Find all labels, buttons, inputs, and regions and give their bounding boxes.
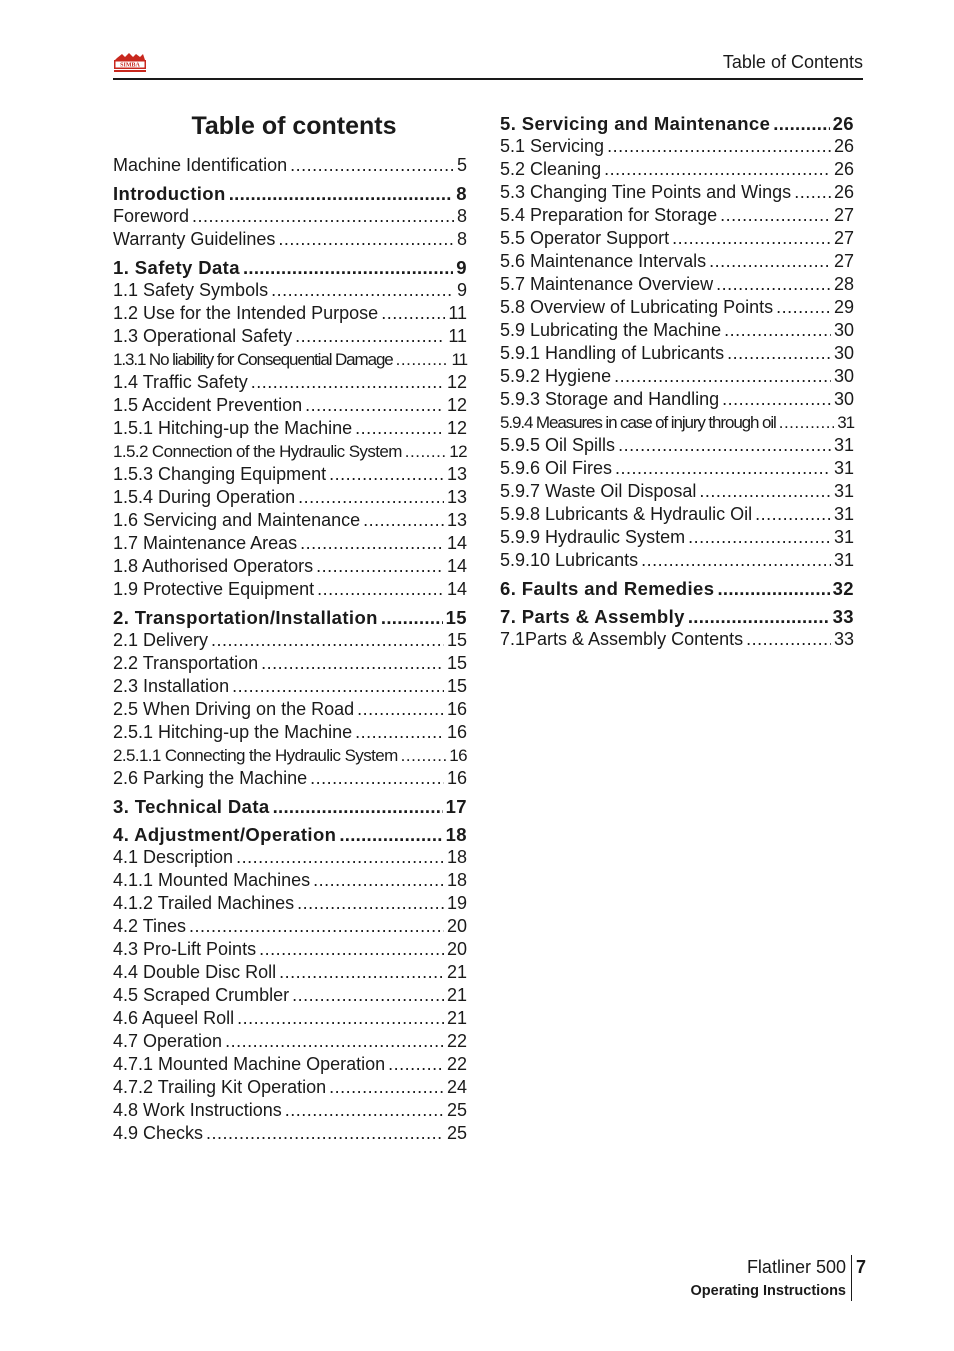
- toc-leader-dots: [317, 578, 444, 601]
- toc-entry-label: 1.1 Safety Symbols: [113, 280, 269, 300]
- toc-entry-label: 5.9.9 Hydraulic System: [500, 527, 686, 547]
- toc-entry: [113, 1030, 467, 1053]
- toc-entry-page: 5: [456, 155, 467, 175]
- toc-entry-page: 11: [448, 326, 467, 346]
- toc-entry-label: 1.3 Operational Safety: [113, 326, 293, 346]
- toc-entry: [113, 325, 467, 348]
- toc-entry-label: 6. Faults and Remedies: [500, 578, 715, 599]
- toc-entry: [500, 135, 854, 158]
- toc-leader-dots: [618, 434, 831, 457]
- toc-entry: [500, 457, 854, 480]
- toc-entry-label: 5.9.5 Oil Spills: [500, 435, 616, 455]
- toc-entry-label: 1.5.3 Changing Equipment: [113, 464, 327, 484]
- toc-entry-label: 1.6 Servicing and Maintenance: [113, 510, 361, 530]
- toc-left-list: [113, 154, 467, 1145]
- toc-entry: [500, 549, 854, 572]
- toc-entry: [113, 532, 467, 555]
- toc-entry: [113, 984, 467, 1007]
- toc-entry: [113, 1122, 467, 1145]
- toc-entry: [500, 480, 854, 503]
- toc-leader-dots: [192, 205, 454, 228]
- toc-leader-dots: [313, 869, 444, 892]
- toc-leader-dots: [243, 256, 453, 279]
- toc-leader-dots: [279, 961, 444, 984]
- toc-leader-dots: [672, 227, 831, 250]
- toc-entry: [500, 204, 854, 227]
- toc-leader-dots: [614, 365, 831, 388]
- toc-entry: [113, 371, 467, 394]
- toc-entry-label: 5.6 Maintenance Intervals: [500, 251, 707, 271]
- toc-entry-label: 1.2 Use for the Intended Purpose: [113, 303, 379, 323]
- toc-entry: [113, 961, 467, 984]
- toc-entry: [500, 628, 854, 651]
- toc-entry-label: 4.5 Scraped Crumbler: [113, 985, 290, 1005]
- toc-entry: [500, 365, 854, 388]
- toc-leader-dots: [297, 892, 444, 915]
- toc-entry-label: 1.8 Authorised Operators: [113, 556, 314, 576]
- toc-entry-label: 5.9 Lubricating the Machine: [500, 320, 722, 340]
- footer-divider: [851, 1255, 852, 1301]
- toc-entry-page: 30: [833, 343, 854, 363]
- toc-entry-page: 31: [833, 435, 854, 455]
- toc-entry-page: 21: [446, 985, 467, 1005]
- toc-entry: [500, 526, 854, 549]
- toc-entry-page: 13: [446, 510, 467, 530]
- toc-entry-label: 5.7 Maintenance Overview: [500, 274, 714, 294]
- toc-entry-label: 5.9.8 Lubricants & Hydraulic Oil: [500, 504, 753, 524]
- toc-entry: [500, 250, 854, 273]
- toc-leader-dots: [355, 721, 444, 744]
- toc-entry: [113, 823, 467, 846]
- toc-leader-dots: [363, 509, 444, 532]
- toc-entry-label: 4.7.2 Trailing Kit Operation: [113, 1077, 327, 1097]
- toc-entry-label: 4.1 Description: [113, 847, 234, 867]
- toc-entry-label: 5.9.10 Lubricants: [500, 550, 639, 570]
- toc-entry-page: 15: [445, 607, 467, 628]
- toc-entry-page: 31: [837, 413, 854, 432]
- toc-entry-page: 12: [446, 372, 467, 392]
- toc-entry-page: 26: [833, 159, 854, 179]
- toc-entry-page: 30: [833, 366, 854, 386]
- toc-entry-label: 5.5 Operator Support: [500, 228, 670, 248]
- toc-entry: [113, 721, 467, 744]
- toc-entry: [113, 578, 467, 601]
- toc-entry-label: 1.7 Maintenance Areas: [113, 533, 298, 553]
- toc-entry-page: 31: [833, 527, 854, 547]
- toc-title: Table of contents: [191, 112, 397, 140]
- toc-entry-page: 27: [833, 228, 854, 248]
- toc-entry-label: 4. Adjustment/Operation: [113, 824, 337, 845]
- toc-entry-label: 2.2 Transportation: [113, 653, 259, 673]
- toc-entry-label: 1. Safety Data: [113, 257, 240, 278]
- page-footer: [604, 1255, 866, 1301]
- toc-entry: [113, 1053, 467, 1076]
- toc-leader-dots: [720, 204, 831, 227]
- toc-entry-page: 11: [448, 303, 467, 323]
- toc-entry-page: 15: [446, 676, 467, 696]
- page-header: [113, 48, 863, 80]
- toc-entry: [500, 388, 854, 411]
- toc-entry-label: 2.6 Parking the Machine: [113, 768, 308, 788]
- toc-entry-page: 18: [446, 870, 467, 890]
- toc-entry-label: 4.7 Operation: [113, 1031, 223, 1051]
- toc-entry: [500, 503, 854, 526]
- toc-entry-page: 9: [456, 280, 467, 300]
- toc-leader-dots: [232, 675, 444, 698]
- toc-entry: [113, 675, 467, 698]
- toc-entry: [500, 411, 854, 434]
- toc-leader-dots: [717, 577, 829, 600]
- toc-entry-page: 16: [446, 768, 467, 788]
- toc-entry-page: 24: [446, 1077, 467, 1097]
- toc-entry-page: 26: [832, 113, 854, 134]
- toc-entry-label: 5.9.4 Measures in case of injury through oil: [500, 413, 776, 432]
- toc-entry-page: 13: [446, 487, 467, 507]
- footer-subtitle: Operating Instructions: [690, 1283, 846, 1299]
- toc-leader-dots: [298, 486, 444, 509]
- toc-entry-page: 15: [446, 653, 467, 673]
- toc-entry: [113, 279, 467, 302]
- toc-entry-label: 3. Technical Data: [113, 796, 270, 817]
- toc-entry-label: 2.1 Delivery: [113, 630, 209, 650]
- toc-entry: [113, 1076, 467, 1099]
- toc-leader-dots: [295, 325, 445, 348]
- toc-entry-page: 25: [446, 1100, 467, 1120]
- toc-entry-label: 5.3 Changing Tine Points and Wings: [500, 182, 792, 202]
- svg-text:SIMBA: SIMBA: [120, 62, 140, 69]
- toc-entry: [500, 319, 854, 342]
- toc-entry-label: 4.4 Double Disc Roll: [113, 962, 277, 982]
- toc-leader-dots: [310, 767, 444, 790]
- toc-entry-page: 27: [833, 205, 854, 225]
- toc-entry-label: 2.5 When Driving on the Road: [113, 699, 355, 719]
- toc-leader-dots: [225, 1030, 444, 1053]
- toc-leader-dots: [357, 698, 444, 721]
- toc-entry-page: 31: [833, 550, 854, 570]
- toc-entry: [113, 652, 467, 675]
- toc-leader-dots: [259, 938, 444, 961]
- toc-entry: [113, 892, 467, 915]
- toc-entry: [113, 463, 467, 486]
- toc-leader-dots: [604, 158, 831, 181]
- toc-entry: [113, 205, 467, 228]
- toc-entry-label: 5.9.6 Oil Fires: [500, 458, 613, 478]
- toc-leader-dots: [251, 371, 444, 394]
- toc-leader-dots: [773, 112, 829, 135]
- toc-entry-page: 14: [446, 556, 467, 576]
- toc-entry-label: 1.5 Accident Prevention: [113, 395, 303, 415]
- toc-leader-dots: [607, 135, 831, 158]
- toc-leader-dots: [699, 480, 831, 503]
- toc-leader-dots: [724, 319, 831, 342]
- toc-entry-label: Machine Identification: [113, 155, 288, 175]
- toc-leader-dots: [285, 1099, 444, 1122]
- toc-entry-page: 15: [446, 630, 467, 650]
- toc-entry-page: 12: [449, 442, 467, 461]
- toc-leader-dots: [292, 984, 444, 1007]
- toc-leader-dots: [237, 1007, 444, 1030]
- toc-entry-page: 14: [446, 579, 467, 599]
- toc-entry-page: 27: [833, 251, 854, 271]
- toc-entry: [500, 434, 854, 457]
- toc-entry-label: 2.5.1 Hitching-up the Machine: [113, 722, 353, 742]
- toc-entry: [113, 629, 467, 652]
- toc-entry: [113, 256, 467, 279]
- toc-entry-page: 33: [832, 606, 854, 627]
- toc-entry: [113, 486, 467, 509]
- toc-entry-page: 25: [446, 1123, 467, 1143]
- toc-entry-page: 16: [449, 746, 467, 765]
- toc-entry: [113, 555, 467, 578]
- toc-entry-page: 26: [833, 136, 854, 156]
- toc-entry-page: 21: [446, 962, 467, 982]
- toc-entry-label: 1.5.1 Hitching-up the Machine: [113, 418, 353, 438]
- toc-leader-dots: [396, 348, 449, 371]
- toc-entry: [113, 698, 467, 721]
- toc-entry-page: 32: [832, 578, 854, 599]
- toc-leader-dots: [329, 463, 444, 486]
- toc-entry-label: 5.9.7 Waste Oil Disposal: [500, 481, 697, 501]
- toc-entry: [113, 440, 467, 463]
- toc-leader-dots: [339, 823, 442, 846]
- toc-right-column: [500, 112, 854, 651]
- toc-entry: [113, 1099, 467, 1122]
- toc-entry: [113, 417, 467, 440]
- toc-entry-label: 5.9.1 Handling of Lubricants: [500, 343, 725, 363]
- toc-entry: [113, 938, 467, 961]
- toc-entry: [500, 158, 854, 181]
- toc-entry: [113, 1007, 467, 1030]
- toc-entry: [500, 577, 854, 600]
- toc-entry: [113, 915, 467, 938]
- toc-leader-dots: [261, 652, 444, 675]
- toc-left-column: [113, 112, 467, 1145]
- toc-entry-page: 17: [445, 796, 467, 817]
- toc-leader-dots: [206, 1122, 444, 1145]
- toc-leader-dots: [273, 795, 443, 818]
- toc-entry-page: 28: [833, 274, 854, 294]
- toc-entry-page: 29: [833, 297, 854, 317]
- toc-entry: [500, 605, 854, 628]
- toc-entry-label: 1.5.4 During Operation: [113, 487, 296, 507]
- toc-entry-label: 4.2 Tines: [113, 916, 187, 936]
- toc-entry-page: 20: [446, 916, 467, 936]
- toc-entry-page: 13: [446, 464, 467, 484]
- toc-entry-label: Foreword: [113, 206, 190, 226]
- toc-entry-label: 1.4 Traffic Safety: [113, 372, 248, 392]
- toc-entry-page: 20: [446, 939, 467, 959]
- toc-entry-label: 5.2 Cleaning: [500, 159, 602, 179]
- toc-leader-dots: [755, 503, 831, 526]
- toc-leader-dots: [776, 296, 831, 319]
- toc-leader-dots: [405, 440, 447, 463]
- toc-entry-page: 12: [446, 418, 467, 438]
- toc-entry-label: 1.5.2 Connection of the Hydraulic System: [113, 442, 402, 461]
- toc-entry-page: 30: [833, 320, 854, 340]
- toc-entry-label: 5.8 Overview of Lubricating Points: [500, 297, 774, 317]
- toc-leader-dots: [722, 388, 831, 411]
- toc-entry: [113, 744, 467, 767]
- toc-right-list: [500, 112, 854, 651]
- toc-leader-dots: [641, 549, 831, 572]
- toc-entry: [113, 228, 467, 251]
- toc-leader-dots: [271, 279, 454, 302]
- toc-entry-page: 14: [446, 533, 467, 553]
- toc-leader-dots: [688, 605, 830, 628]
- toc-entry-label: 4.3 Pro-Lift Points: [113, 939, 257, 959]
- toc-entry-label: 7. Parts & Assembly: [500, 606, 685, 627]
- toc-leader-dots: [236, 846, 444, 869]
- page-number: 7: [855, 1257, 866, 1277]
- toc-entry-label: Warranty Guidelines: [113, 229, 276, 249]
- toc-entry: [113, 509, 467, 532]
- toc-entry-page: 9: [456, 257, 467, 278]
- toc-leader-dots: [615, 457, 831, 480]
- toc-entry-page: 19: [446, 893, 467, 913]
- toc-entry: [113, 348, 467, 371]
- toc-entry: [500, 273, 854, 296]
- toc-leader-dots: [779, 411, 835, 434]
- toc-entry-page: 26: [833, 182, 854, 202]
- simba-logo-icon: [113, 52, 147, 74]
- toc-entry: [113, 869, 467, 892]
- toc-entry-label: 5.9.3 Storage and Handling: [500, 389, 720, 409]
- toc-leader-dots: [211, 629, 444, 652]
- toc-entry-page: 31: [833, 481, 854, 501]
- toc-entry-page: 12: [446, 395, 467, 415]
- toc-entry-label: 4.9 Checks: [113, 1123, 204, 1143]
- toc-entry-page: 31: [833, 458, 854, 478]
- toc-entry-label: 2. Transportation/Installation: [113, 607, 378, 628]
- toc-entry-label: 5. Servicing and Maintenance: [500, 113, 771, 134]
- toc-leader-dots: [688, 526, 831, 549]
- toc-entry-page: 8: [456, 183, 467, 204]
- toc-entry-page: 31: [833, 504, 854, 524]
- toc-entry-page: 18: [446, 847, 467, 867]
- toc-entry-label: 4.8 Work Instructions: [113, 1100, 282, 1120]
- toc-leader-dots: [290, 154, 454, 177]
- toc-leader-dots: [300, 532, 444, 555]
- toc-entry-page: 8: [456, 229, 467, 249]
- toc-entry-page: 16: [446, 722, 467, 742]
- toc-entry-label: 7.1Parts & Assembly Contents: [500, 629, 744, 649]
- toc-entry: [500, 296, 854, 319]
- toc-leader-dots: [189, 915, 444, 938]
- toc-leader-dots: [355, 417, 444, 440]
- toc-entry-label: 4.1.2 Trailed Machines: [113, 893, 295, 913]
- toc-entry: [113, 394, 467, 417]
- toc-entry-page: 22: [446, 1031, 467, 1051]
- toc-entry-page: 30: [833, 389, 854, 409]
- header-title: Table of Contents: [722, 52, 863, 72]
- toc-leader-dots: [746, 628, 831, 651]
- toc-leader-dots: [794, 181, 831, 204]
- toc-entry-label: 2.3 Installation: [113, 676, 230, 696]
- toc-entry-label: 1.9 Protective Equipment: [113, 579, 315, 599]
- toc-entry: [500, 112, 854, 135]
- toc-entry: [500, 181, 854, 204]
- toc-entry: [500, 227, 854, 250]
- toc-entry-page: 8: [456, 206, 467, 226]
- toc-entry: [113, 302, 467, 325]
- toc-leader-dots: [381, 606, 443, 629]
- toc-leader-dots: [229, 182, 454, 205]
- toc-leader-dots: [316, 555, 444, 578]
- toc-entry-label: 4.6 Aqueel Roll: [113, 1008, 235, 1028]
- toc-entry-label: 4.7.1 Mounted Machine Operation: [113, 1054, 386, 1074]
- toc-entry: [113, 182, 467, 205]
- toc-entry-label: 5.4 Preparation for Storage: [500, 205, 718, 225]
- toc-leader-dots: [381, 302, 445, 325]
- toc-entry: [113, 154, 467, 177]
- toc-entry-page: 21: [446, 1008, 467, 1028]
- footer-product: Flatliner 500: [746, 1257, 846, 1277]
- toc-leader-dots: [329, 1076, 444, 1099]
- toc-leader-dots: [709, 250, 831, 273]
- toc-entry: [113, 767, 467, 790]
- toc-entry-label: 2.5.1.1 Connecting the Hydraulic System: [113, 746, 398, 765]
- toc-entry-page: 18: [445, 824, 467, 845]
- toc-leader-dots: [716, 273, 831, 296]
- toc-leader-dots: [388, 1053, 444, 1076]
- toc-entry-page: 33: [833, 629, 854, 649]
- toc-entry: [113, 795, 467, 818]
- toc-leader-dots: [305, 394, 444, 417]
- toc-leader-dots: [727, 342, 831, 365]
- toc-entry-label: Introduction: [113, 183, 226, 204]
- toc-entry: [113, 606, 467, 629]
- toc-entry-label: 1.3.1 No liability for Consequential Damage: [113, 350, 393, 369]
- toc-entry: [113, 846, 467, 869]
- toc-entry: [500, 342, 854, 365]
- toc-leader-dots: [278, 228, 454, 251]
- toc-entry-page: 22: [446, 1054, 467, 1074]
- toc-entry-page: 11: [451, 350, 467, 369]
- toc-entry-label: 5.1 Servicing: [500, 136, 605, 156]
- toc-entry-label: 4.1.1 Mounted Machines: [113, 870, 311, 890]
- toc-entry-label: 5.9.2 Hygiene: [500, 366, 612, 386]
- toc-leader-dots: [401, 744, 447, 767]
- toc-entry-page: 16: [446, 699, 467, 719]
